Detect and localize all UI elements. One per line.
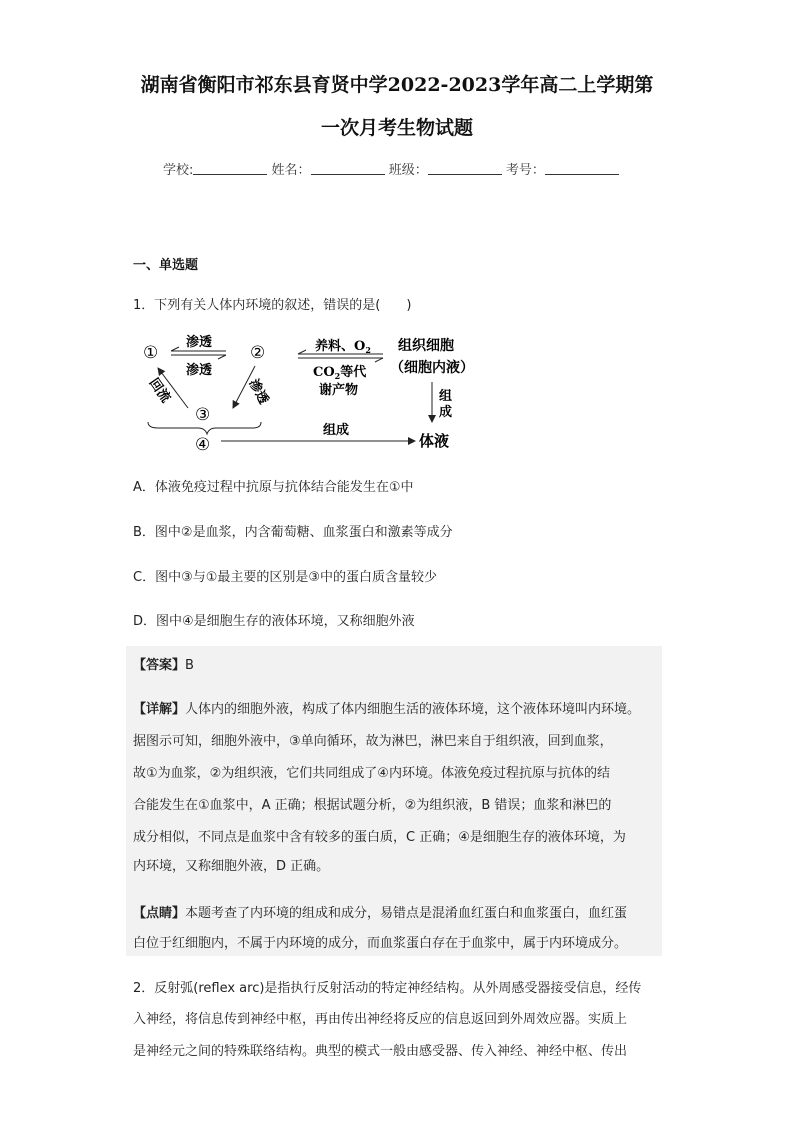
label-cell-fluid: （细胞内液）: [390, 360, 474, 376]
option-c[interactable]: C．图中③与①最主要的区别是③中的蛋白质含量较少: [133, 570, 438, 585]
question-2-line-1: 2．反射弧(reflex arc)是指执行反射活动的特定神经结构。从外周感受器接受信息，经传: [133, 981, 642, 996]
node-1: ①: [143, 343, 159, 363]
name-label: 姓名：: [271, 163, 311, 178]
answer-line: [133, 654, 194, 673]
label-body-fluid: 体液: [419, 432, 450, 450]
detail-line-4: 合能发生在①血浆中，A 正确；根据试题分析，②为组织液，B 错误；血浆和淋巴的: [133, 798, 612, 813]
page-title-line2: 一次月考生物试题: [320, 117, 473, 139]
question-1-stem: 1．下列有关人体内环境的叙述，错误的是( ): [133, 298, 412, 313]
label-tissue-cell: 组织细胞: [398, 338, 454, 354]
comment-line-2: 白位于红细胞内，不属于内环境的成分，而血浆蛋白存在于血浆中，属于内环境成分。: [133, 936, 628, 951]
detail-line-2: 据图示可知，细胞外液中，③单向循环，故为淋巴，淋巴来自于组织液，回到血浆，: [133, 734, 613, 749]
node-2: ②: [250, 343, 266, 363]
node-4: ④: [195, 435, 211, 455]
option-b[interactable]: B．图中②是血浆，内含葡萄糖、血浆蛋白和激素等成分: [133, 525, 453, 540]
detail-label: 【详解】: [133, 702, 186, 717]
option-d[interactable]: D．图中④是细胞生存的液体环境，又称细胞外液: [133, 614, 415, 629]
class-blank[interactable]: [428, 162, 502, 175]
detail-line-5: 成分相似，不同点是血浆中含有较多的蛋白质，C 正确；④是细胞生存的液体环境，为: [133, 830, 626, 845]
node-3: ③: [195, 405, 211, 425]
class-label: 班级：: [388, 163, 428, 178]
label-compose-vertical-2: 成: [439, 405, 453, 420]
detail-line-1: 【详解】人体内的细胞外液，构成了体内细胞生活的液体环境，这个液体环境叫内环境。: [133, 702, 641, 717]
option-a[interactable]: A．体液免疫过程中抗原与抗体结合能发生在①中: [133, 480, 414, 495]
detail-line-6: 内环境，又称细胞外液，D 正确。: [133, 859, 330, 874]
label-backflow: 回流: [145, 375, 173, 406]
question-2-line-3: 是神经元之间的特殊联络结构。典型的模式一般由感受器、传入神经、神经中枢、传出: [133, 1044, 628, 1059]
school-label: 学校:: [163, 163, 194, 178]
detail-line-3: 故①为血浆，②为组织液，它们共同组成了④内环境。体液免疫过程抗原与抗体的结: [133, 766, 610, 781]
comment-line-1: 【点睛】本题考查了内环境的组成和成分，易错点是混淆血红蛋白和血浆蛋白，血红蛋: [133, 906, 628, 921]
section-heading: 一、单选题: [133, 258, 199, 273]
label-osmosis-bottom: 渗透: [186, 363, 213, 378]
label-compose-vertical-1: 组: [439, 389, 453, 404]
page-title-line1: 湖南省衡阳市祁东县育贤中学2022-2023学年高二上学期第: [140, 74, 654, 96]
label-co2: $CO_2$等代: [313, 365, 367, 381]
label-metabolite: 谢产物: [319, 383, 359, 398]
label-osmosis-diag: 渗透: [245, 376, 271, 407]
question-2-line-2: 入神经，将信息传到神经中枢，再由传出神经将反应的信息返回到外周效应器。实质上: [133, 1012, 628, 1027]
number-blank[interactable]: [545, 162, 619, 175]
answer-label: 【答案】: [133, 658, 186, 673]
comment-label: 【点睛】: [133, 906, 186, 921]
body-fluid-diagram: [133, 330, 493, 455]
school-blank[interactable]: [193, 162, 267, 175]
answer-value: B: [185, 658, 194, 673]
label-osmosis-top: 渗透: [186, 335, 213, 350]
name-blank[interactable]: [311, 162, 385, 175]
student-info: [163, 159, 619, 178]
number-label: 考号：: [505, 163, 545, 178]
label-compose-horizontal: 组成: [323, 423, 350, 438]
label-nutrients: 养料、$O_2$: [315, 339, 371, 355]
